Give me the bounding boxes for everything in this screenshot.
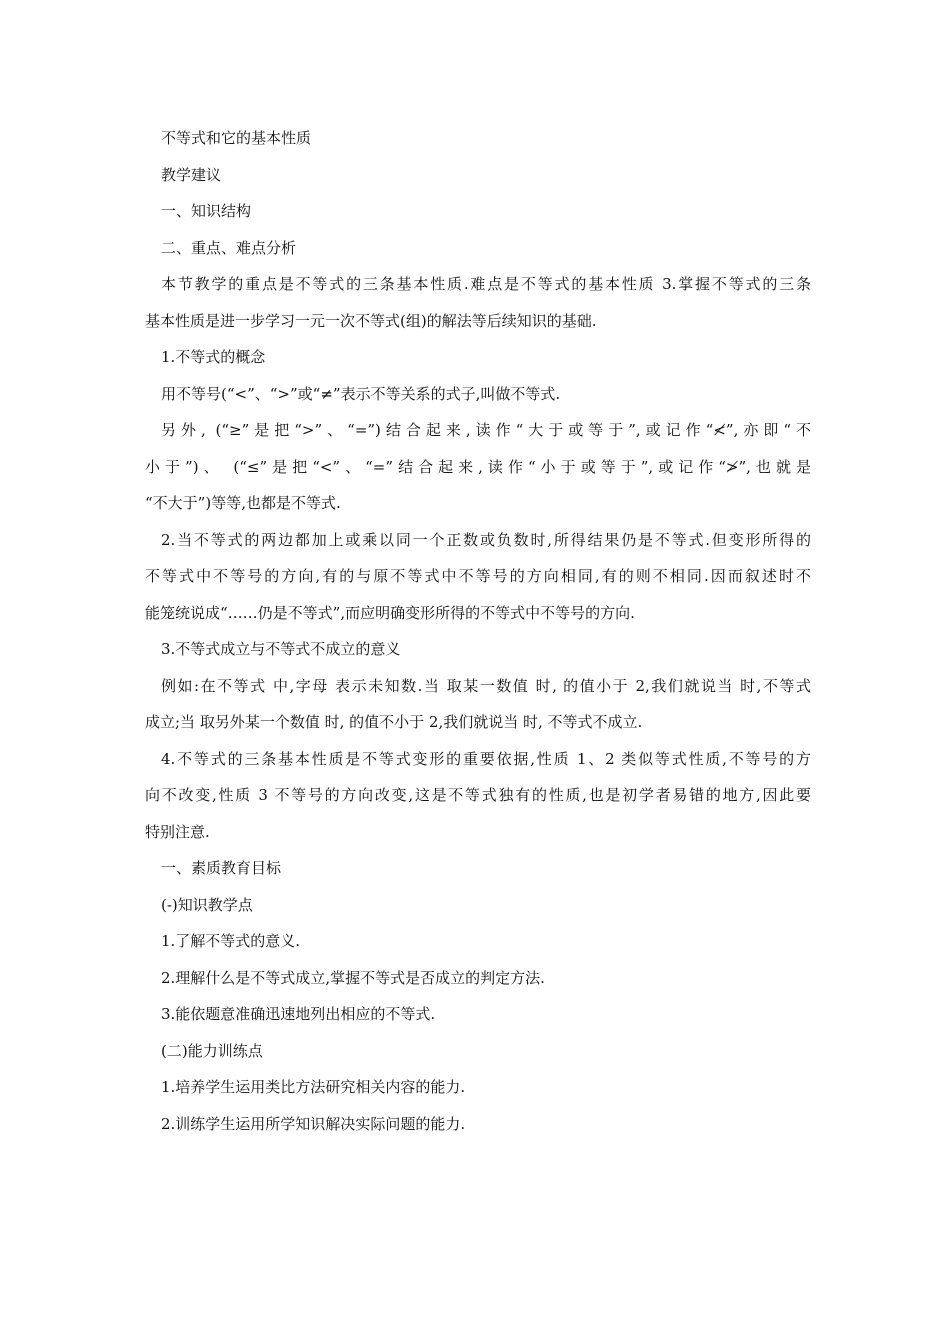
paragraph-line: 特别注意.: [145, 822, 210, 841]
sub2-title: (二)能力训练点: [161, 1041, 263, 1060]
item1-title: 1.不等式的概念: [161, 348, 266, 366]
heading-quality-goals: 一、素质教育目标: [161, 859, 282, 877]
paragraph-item4: [145, 741, 811, 851]
paragraph-line: 小于”)、 (“≤”是把“<”、“=”结合起来,读作“小于或等于”,或记作“≯”,也就是: [145, 457, 811, 476]
paragraph-line: 4.不等式的三条基本性质是不等式变形的重要依据,性质 1、2 类似等式性质,不等号的方: [161, 749, 811, 768]
item3-title: 3.不等式成立与不等式不成立的意义: [161, 640, 401, 658]
paragraph-item1-extra: [145, 412, 811, 522]
heading-teaching-suggestions: 教学建议: [161, 165, 222, 184]
paragraph-key-points: [145, 266, 811, 339]
paragraph-line: 向不改变,性质 3 不等号的方向改变,这是不等式独有的性质,也是初学者易错的地方,因此要: [145, 786, 811, 804]
list-item: 1.了解不等式的意义.: [161, 932, 301, 950]
paragraph-line: 成立;当 取另外某一个数值 时, 的值不小于 2,我们就说当 时, 不等式不成立.: [145, 713, 643, 731]
paragraph-line: 能笼统说成“……仍是不等式”,而应明确变形所得的不等式中不等号的方向.: [145, 603, 635, 622]
heading-key-points: 二、重点、难点分析: [161, 238, 297, 257]
paragraph-line: 本节教学的重点是不等式的三条基本性质.难点是不等式的基本性质 3.掌握不等式的三条: [161, 275, 811, 293]
paragraph-line: 例如:在不等式 中,字母 表示未知数.当 取某一数值 时, 的值小于 2,我们就说当 时,不等式: [161, 676, 811, 695]
item1-definition: 用不等号(“<”、“>”或“≠”表示不等关系的式子,叫做不等式.: [161, 384, 561, 403]
list-item: 2.理解什么是不等式成立,掌握不等式是否成立的判定方法.: [161, 968, 545, 987]
list-item: 3.能依题意准确迅速地列出相应的不等式.: [161, 1005, 436, 1023]
heading-knowledge-structure: 一、知识结构: [161, 202, 252, 220]
paragraph-item3-example: [145, 668, 811, 741]
paragraph-line: “不大于”)等等,也都是不等式.: [145, 494, 341, 512]
list-item: 2.训练学生运用所学知识解决实际问题的能力.: [161, 1114, 466, 1133]
paragraph-item2: [145, 522, 811, 632]
paragraph-line: 2.当不等式的两边都加上或乘以同一个正数或负数时,所得结果仍是不等式.但变形所得的: [161, 530, 811, 549]
document-title: 不等式和它的基本性质: [161, 129, 312, 147]
sub1-title: (-)知识教学点: [161, 895, 253, 914]
list-item: 1.培养学生运用类比方法研究相关内容的能力.: [161, 1078, 466, 1096]
paragraph-line: 另外, (“≥”是把“>”、“=”)结合起来,读作“大于或等于”,或记作“≮”,亦即“不: [161, 421, 811, 439]
paragraph-line: 基本性质是进一步学习一元一次不等式(组)的解法等后续知识的基础.: [145, 311, 597, 330]
paragraph-line: 不等式中不等号的方向,有的与原不等式中不等号的方向相同,有的则不相同.因而叙述时不: [145, 567, 811, 585]
document-body: [145, 120, 811, 1142]
